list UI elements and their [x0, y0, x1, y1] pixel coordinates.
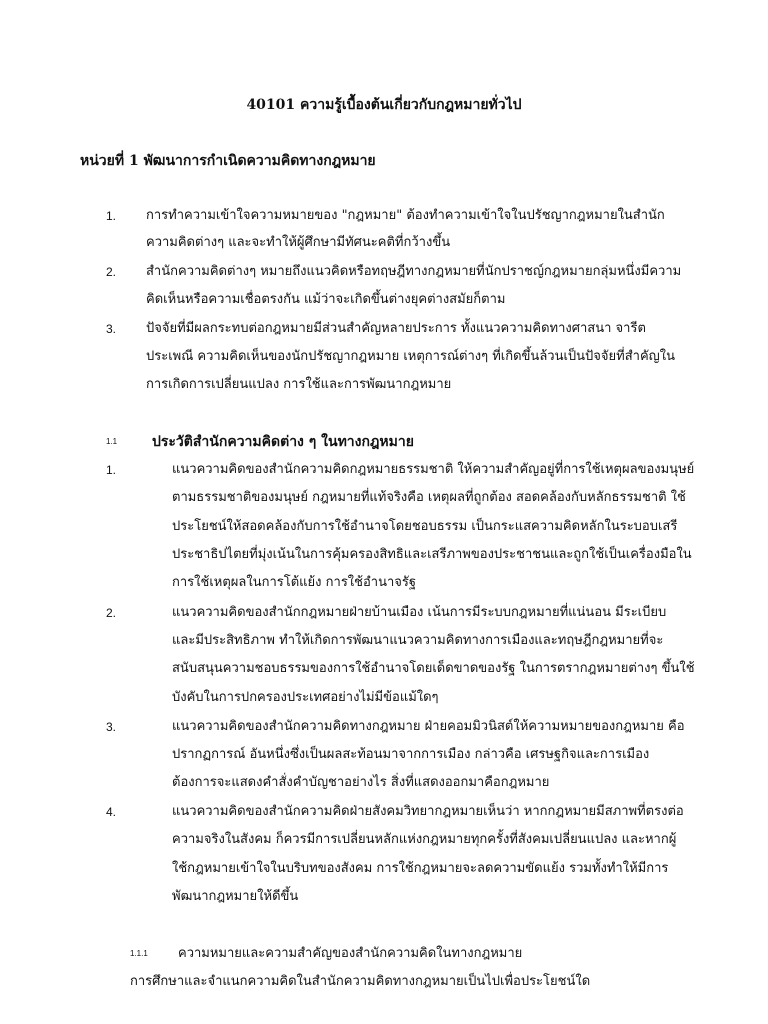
section-1-1-1-title: ความหมายและความสำคัญของสำนักความคิดในทางกฎหมาย: [178, 946, 523, 961]
section-item-4-number: 4.: [106, 805, 117, 819]
section-item-2-number: 2.: [106, 606, 117, 620]
section-1-1-1-line: การศึกษาและจำแนกความคิดในสำนักความคิดทางกฎหมายเป็นไปเพื่อประโยชน์ใด: [130, 974, 591, 989]
section-item-3-line-1: แนวความคิดของสำนักความคิดทางกฎหมาย ฝ่ายคอมมิวนิสต์ให้ความหมายของกฎหมาย คือ: [172, 719, 685, 734]
section-item-3-number: 3.: [106, 720, 117, 734]
section-1-1-title: ประวัติสำนักความคิดต่าง ๆ ในทางกฎหมาย: [152, 434, 414, 450]
section-item-2-line-3: สนับสนุนความชอบธรรมของการใช้อำนาจโดยเด็ดขาดของรัฐ ในการตรากฎหมายต่างๆ ขึ้นใช้: [172, 661, 695, 676]
section-item-1-line-5: การใช้เหตุผลในการโต้แย้ง การใช้อำนาจรัฐ: [172, 575, 417, 590]
section-1-1-1-number: 1.1.1: [130, 949, 148, 958]
section-item-3-line-2: ปรากฏการณ์ อันหนึ่งซึ่งเป็นผลสะท้อนมาจากการเมือง กล่าวคือ เศรษฐกิจและการเมือง: [172, 747, 650, 762]
section-item-1-line-1: แนวความคิดของสำนักความคิดกฎหมายธรรมชาติ ให้ความสำคัญอยู่ที่การใช้เหตุผลของมนุษย์: [172, 462, 695, 477]
section-item-2-line-2: และมีประสิทธิภาพ ทำให้เกิดการพัฒนาแนวความคิดทางการเมืองและทฤษฎีกฎหมายที่จะ: [172, 633, 664, 648]
section-item-1-line-3: ประโยชน์ให้สอดคล้องกับการใช้อำนาจโดยชอบธรรม เป็นกระแสความคิดหลักในระบอบเสรี: [172, 519, 678, 534]
intro-item-1-number: 1.: [106, 209, 117, 223]
section-item-3-line-3: ต้องการจะแสดงคำสั่งคำบัญชาอย่างไร สิ่งที่แสดงออกมาคือกฎหมาย: [172, 775, 550, 790]
unit-heading: หน่วยที่ 1 พัฒนาการกำเนิดความคิดทางกฎหมาย: [80, 153, 376, 169]
section-item-4-line-1: แนวความคิดของสำนักความคิดฝ่ายสังคมวิทยากฎหมายเห็นว่า หากกฎหมายมีสภาพที่ตรงต่อ: [172, 804, 684, 819]
intro-item-3-number: 3.: [106, 322, 117, 336]
intro-item-1-line-2: ความคิดต่างๆ และจะทำให้ผู้ศึกษามีทัศนะคติที่กว้างขึ้น: [146, 235, 451, 250]
intro-item-2-number: 2.: [106, 265, 117, 279]
section-item-1-line-2: ตามธรรมชาติของมนุษย์ กฎหมายที่แท้จริงคือ เหตุผลที่ถูกต้อง สอดคล้องกับหลักธรรมชาติ ใช้: [172, 490, 686, 505]
section-item-1-line-4: ประชาธิปไตยที่มุ่งเน้นในการคุ้มครองสิทธิและเสรีภาพของประชาชนและถูกใช้เป็นเครื่องมือใน: [172, 547, 692, 562]
intro-item-1-line-1: การทำความเข้าใจความหมายของ "กฎหมาย" ต้องทำความเข้าใจในปรัชญากฎหมายในสำนัก: [146, 208, 665, 223]
intro-item-2-line-1: สำนักความคิดต่างๆ หมายถึงแนวคิดหรือทฤษฎีทางกฎหมายที่นักปราชญ์กฎหมายกลุ่มหนึ่งมีความ: [146, 264, 682, 279]
section-item-4-line-2: ความจริงในสังคม ก็ควรมีการเปลี่ยนหลักแห่งกฎหมายทุกครั้งที่สังคมเปลี่ยนแปลง และหากผู้: [172, 832, 677, 847]
section-item-4-line-3: ใช้กฎหมายเข้าใจในบริบทของสังคม การใช้กฎหมายจะลดความขัดแย้ง รวมทั้งทำให้มีการ: [172, 861, 669, 876]
intro-item-3-line-2: ประเพณี ความคิดเห็นของนักปรัชญากฎหมาย เหตุการณ์ต่างๆ ที่เกิดขึ้นล้วนเป็นปัจจัยที่สำคัญใน: [146, 349, 675, 364]
intro-item-2-line-2: คิดเห็นหรือความเชื่อตรงกัน แม้ว่าจะเกิดขึ้นต่างยุคต่างสมัยก็ตาม: [146, 292, 506, 307]
section-item-1-number: 1.: [106, 463, 117, 477]
intro-item-3-line-3: การเกิดการเปลี่ยนแปลง การใช้และการพัฒนากฎหมาย: [146, 377, 452, 392]
section-1-1-number: 1.1: [106, 437, 118, 446]
document-title: 40101 ความรู้เบื้องต้นเกี่ยวกับกฎหมายทั่วไป: [246, 97, 522, 113]
section-item-2-line-1: แนวความคิดของสำนักกฎหมายฝ่ายบ้านเมือง เน้นการมีระบบกฎหมายที่แน่นอน มีระเบียบ: [172, 605, 667, 620]
section-item-2-line-4: บังคับในการปกครองประเทศอย่างไม่มีข้อแม้ใดๆ: [172, 690, 439, 705]
section-item-4-line-4: พัฒนากฎหมายให้ดีขึ้น: [172, 889, 299, 904]
intro-item-3-line-1: ปัจจัยที่มีผลกระทบต่อกฎหมายมีส่วนสำคัญหลายประการ ทั้งแนวความคิดทางศาสนา จารีต: [146, 321, 646, 336]
